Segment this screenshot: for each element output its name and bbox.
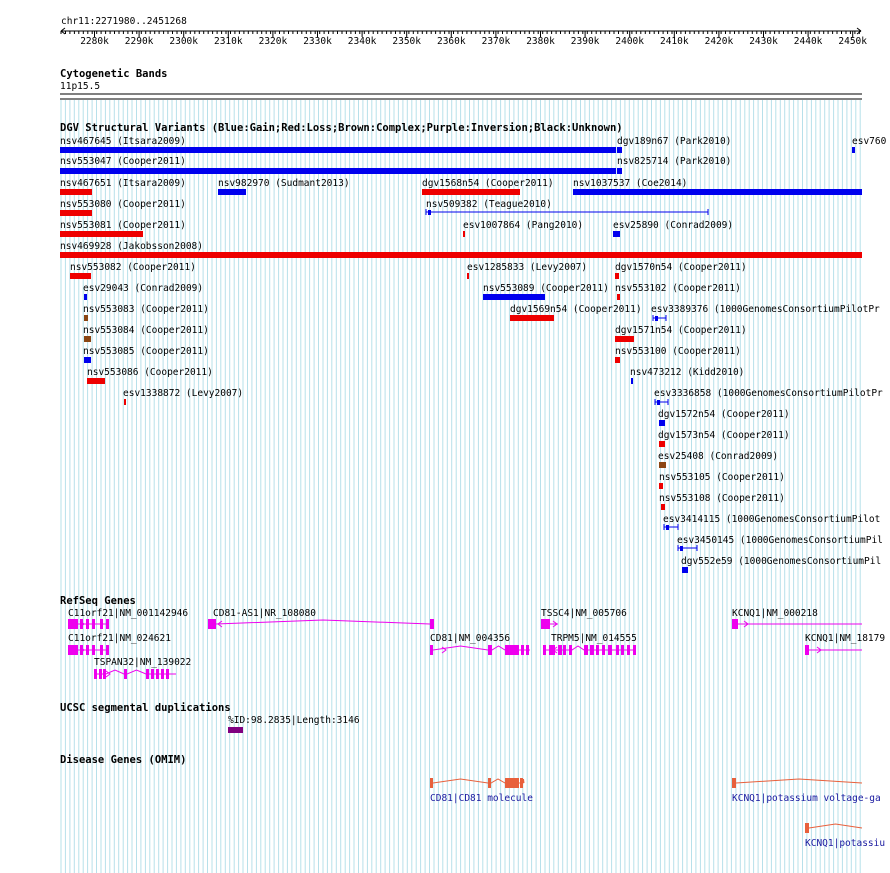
dgv-feature-bar[interactable] [682,567,688,573]
refseq-gene-label: TSPAN32|NM_139022 [94,657,192,668]
refseq-exon[interactable] [584,645,588,655]
ruler-tick-label: 2360k [436,36,466,47]
dgv-feature-label: dgv189n67 (Park2010) [617,136,732,147]
dgv-feature-bar[interactable] [60,189,92,195]
refseq-title: RefSeq Genes [60,595,136,607]
refseq-intron [208,620,434,624]
dgv-feature-bar[interactable] [659,420,665,426]
refseq-exon[interactable] [166,669,169,679]
dgv-feature-bar[interactable] [84,336,91,342]
refseq-exon[interactable] [161,669,164,679]
refseq-exon[interactable] [151,669,154,679]
dgv-feature-label: nsv553081 (Cooper2011) [60,220,186,231]
omim-exon[interactable] [520,778,523,788]
ruler-tick-label: 2380k [526,36,555,47]
dgv-feature-bar[interactable] [84,294,87,300]
dgv-title: DGV Structural Variants (Blue:Gain;Red:Loss;Brown:Complex;Purple:Inversion;Black:Unknown) [60,122,623,134]
refseq-gene-label: TRPM5|NM_014555 [551,633,637,644]
dgv-feature-bar[interactable] [613,231,620,237]
refseq-exon[interactable] [732,619,738,629]
dgv-feature-bar[interactable] [615,336,634,342]
ruler-tick-label: 2390k [570,36,600,47]
ruler-tick-label: 2450k [838,36,868,47]
dgv-feature-label: esv3336858 (1000GenomesConsortiumPilotPr [654,388,883,399]
refseq-gene-label: KCNQ1|NM_000218 [732,608,818,619]
refseq-exon[interactable] [602,645,605,655]
dgv-feature-label: nsv473212 (Kidd2010) [630,367,745,378]
refseq-exon[interactable] [549,645,555,655]
dgv-feature-label: nsv509382 (Teague2010) [426,199,552,210]
dgv-feature[interactable] [651,304,880,321]
cytoband-title: Cytogenetic Bands [60,68,168,80]
omim-exon[interactable] [805,823,809,833]
refseq-exon[interactable] [208,619,216,629]
refseq-exon[interactable] [590,645,594,655]
refseq-gene-label: TSSC4|NM_005706 [541,608,627,619]
dgv-feature-label: esv25890 (Conrad2009) [613,220,734,231]
refseq-exon[interactable] [430,645,433,655]
omim-track[interactable] [60,754,885,849]
dgv-feature-bar[interactable] [661,504,665,510]
dgv-feature-label: nsv467651 (Itsara2009) [60,178,186,189]
refseq-exon[interactable] [558,645,562,655]
dgv-feature-bar[interactable] [573,189,862,195]
dgv-feature[interactable] [573,178,862,195]
ruler-tick-label: 2350k [392,36,422,47]
dgv-feature-bar[interactable] [60,147,616,153]
dgv-feature[interactable] [60,156,616,174]
dgv-feature-label: nsv553080 (Cooper2011) [60,199,186,210]
dgv-feature[interactable] [70,262,196,279]
ruler-tick-label: 2370k [481,36,511,47]
dgv-feature[interactable] [60,220,186,237]
cytoband-label: 11p15.5 [60,81,101,92]
dgv-feature-label: esv1338872 (Levy2007) [123,388,244,399]
refseq-exon[interactable] [596,645,599,655]
dgv-feature-label: nsv469928 (Jakobsson2008) [60,241,203,252]
refseq-exon[interactable] [805,645,809,655]
omim-gene-label: KCNQ1|potassiu [805,838,886,849]
dgv-feature-label: nsv553085 (Cooper2011) [83,346,209,357]
dgv-feature[interactable] [654,388,883,405]
refseq-exon[interactable] [541,619,550,629]
refseq-exon[interactable] [621,645,624,655]
refseq-exon[interactable] [106,645,109,655]
ruler-tick-label: 2340k [347,36,377,47]
refseq-exon[interactable] [92,619,95,629]
refseq-exon[interactable] [86,619,89,629]
dgv-feature-label: dgv1572n54 (Cooper2011) [658,409,790,420]
dgv-feature-label: nsv553108 (Cooper2011) [659,493,785,504]
omim-gene-label: CD81|CD81 molecule [430,793,533,804]
dgv-feature-label: dgv1570n54 (Cooper2011) [615,262,747,273]
refseq-exon[interactable] [68,619,78,629]
dgv-feature-label: nsv553100 (Cooper2011) [615,346,741,357]
dgv-feature-label: esv760 [852,136,887,147]
refseq-gene-label: KCNQ1|NM_18179 [805,633,886,644]
refseq-exon[interactable] [526,645,529,655]
dgv-feature-label: esv1007864 (Pang2010) [463,220,584,231]
refseq-gene-label: CD81|NM_004356 [430,633,511,644]
dgv-feature-bar[interactable] [617,147,622,153]
omim-exon[interactable] [732,778,736,788]
ruler-tick-label: 2310k [213,36,243,47]
dgv-feature-bar[interactable] [467,273,469,279]
dgv-feature-label: dgv1568n54 (Cooper2011) [422,178,554,189]
segdup-title: UCSC segmental duplications [60,702,231,714]
dgv-feature-label: nsv467645 (Itsara2009) [60,136,186,147]
refseq-exon[interactable] [505,645,519,655]
segdup-feature[interactable] [228,727,243,733]
dgv-feature-label: nsv982970 (Sudmant2013) [218,178,350,189]
dgv-feature-bar[interactable] [659,483,663,489]
refseq-gene[interactable] [208,608,434,629]
dgv-feature-label: dgv1573n54 (Cooper2011) [658,430,790,441]
refseq-gene[interactable] [541,608,627,629]
refseq-exon[interactable] [627,645,630,655]
refseq-gene-label: C11orf21|NM_024621 [68,633,171,644]
omim-exon[interactable] [488,778,491,788]
omim-gene[interactable] [805,823,885,849]
dgv-feature-bar[interactable] [510,315,554,321]
dgv-feature[interactable] [613,220,733,237]
ruler-tick-label: 2400k [615,36,645,47]
ruler-tick-label: 2300k [169,36,199,47]
omim-title: Disease Genes (OMIM) [60,754,187,766]
dgv-feature-label: esv29043 (Conrad2009) [83,283,204,294]
refseq-exon[interactable] [521,645,524,655]
dgv-feature-label: nsv553102 (Cooper2011) [615,283,741,294]
dgv-feature-label: nsv1037537 (Coe2014) [573,178,688,189]
refseq-gene-label: C11orf21|NM_001142946 [68,608,189,619]
refseq-exon[interactable] [569,645,572,655]
dgv-feature-bar[interactable] [124,399,126,405]
refseq-exon[interactable] [488,645,492,655]
dgv-feature-label: dgv1571n54 (Cooper2011) [615,325,747,336]
dgv-feature-bar[interactable] [615,273,619,279]
dgv-feature-label: nsv553086 (Cooper2011) [87,367,213,378]
refseq-exon[interactable] [124,669,127,679]
dgv-feature-bar[interactable] [60,231,143,237]
dgv-feature-label: esv3450145 (1000GenomesConsortiumPil [677,535,883,546]
refseq-exon[interactable] [86,645,89,655]
dgv-feature-bar[interactable] [84,357,91,363]
refseq-gene[interactable] [430,633,530,655]
refseq-exon[interactable] [99,669,102,679]
dgv-feature-bar[interactable] [617,168,622,174]
dgv-feature[interactable] [483,283,609,300]
ruler-tick-label: 2290k [124,36,154,47]
ruler-tick-label: 2430k [749,36,778,47]
refseq-exon[interactable] [156,669,159,679]
dgv-feature-bar[interactable] [422,189,520,195]
refseq-gene[interactable] [68,608,188,629]
dgv-feature[interactable] [218,178,350,195]
dgv-feature-bar[interactable] [617,294,620,300]
refseq-exon[interactable] [430,619,434,629]
dgv-feature-label: nsv553083 (Cooper2011) [83,304,209,315]
dgv-feature-label: dgv552e59 (1000GenomesConsortiumPil [681,556,882,567]
refseq-gene-label: CD81-AS1|NR_108080 [213,608,316,619]
dgv-feature-bar[interactable] [60,168,616,174]
refseq-exon[interactable] [543,645,546,655]
dgv-feature-bar[interactable] [659,441,665,447]
dgv-feature-bar[interactable] [218,189,246,195]
refseq-exon[interactable] [146,669,149,679]
refseq-exon[interactable] [80,619,83,629]
omim-gene-label: KCNQ1|potassium voltage-ga [732,793,881,804]
dgv-feature-bar[interactable] [84,315,88,321]
dgv-feature-label: esv25408 (Conrad2009) [658,451,779,462]
dgv-feature-label: nsv553084 (Cooper2011) [83,325,209,336]
refseq-exon[interactable] [80,645,83,655]
refseq-exon[interactable] [608,645,612,655]
ruler-tick-label: 2410k [659,36,689,47]
dgv-feature-label: nsv553089 (Cooper2011) [483,283,609,294]
refseq-exon[interactable] [94,669,97,679]
omim-exon[interactable] [505,778,519,788]
dgv-feature-bar[interactable] [631,378,633,384]
refseq-exon[interactable] [616,645,619,655]
omim-gene[interactable] [430,778,533,804]
dgv-feature-label: nsv553082 (Cooper2011) [70,262,196,273]
dgv-feature-bar[interactable] [60,210,92,216]
segdup-label: %ID:98.2835|Length:3146 [228,715,360,726]
ruler-tick-label: 2440k [793,36,823,47]
dgv-feature-label: dgv1569n54 (Cooper2011) [510,304,642,315]
refseq-exon[interactable] [633,645,636,655]
refseq-exon[interactable] [100,619,103,629]
dgv-feature-label: esv3414115 (1000GenomesConsortiumPilot [663,514,881,525]
omim-genes[interactable] [430,778,885,849]
dgv-feature-label: nsv553105 (Cooper2011) [659,472,785,483]
dgv-feature-label: esv1285833 (Levy2007) [467,262,588,273]
region-label: chr11:2271980..2451268 [61,16,187,27]
dgv-feature-label: nsv553047 (Cooper2011) [60,156,186,167]
dgv-feature-bar[interactable] [463,231,465,237]
dgv-feature-label: nsv825714 (Park2010) [617,156,732,167]
dgv-feature[interactable] [422,178,554,195]
dgv-feature-label: esv3389376 (1000GenomesConsortiumPilotPr [651,304,880,315]
refseq-exon[interactable] [103,669,106,679]
dgv-feature-bar[interactable] [60,252,862,258]
refseq-exon[interactable] [92,645,95,655]
dgv-feature-bar[interactable] [615,357,620,363]
dgv-feature-bar[interactable] [852,147,855,153]
dgv-feature-bar[interactable] [70,273,91,279]
ruler-tick-label: 2320k [258,36,288,47]
dgv-feature-bar[interactable] [659,462,666,468]
dgv-feature[interactable] [60,136,616,153]
dgv-feature[interactable] [852,136,887,153]
refseq-exon[interactable] [100,645,103,655]
omim-exon[interactable] [430,778,433,788]
ruler-tick-label: 2280k [80,36,109,47]
omim-gene[interactable] [732,778,881,804]
dgv-feature-bar[interactable] [483,294,545,300]
refseq-exon[interactable] [68,645,78,655]
refseq-track[interactable] [60,595,885,679]
refseq-exon[interactable] [563,645,566,655]
dgv-feature-bar[interactable] [87,378,105,384]
ruler-tick-label: 2330k [303,36,332,47]
refseq-exon[interactable] [106,619,109,629]
ruler-tick-label: 2420k [704,36,734,47]
refseq-gene[interactable] [805,633,885,655]
